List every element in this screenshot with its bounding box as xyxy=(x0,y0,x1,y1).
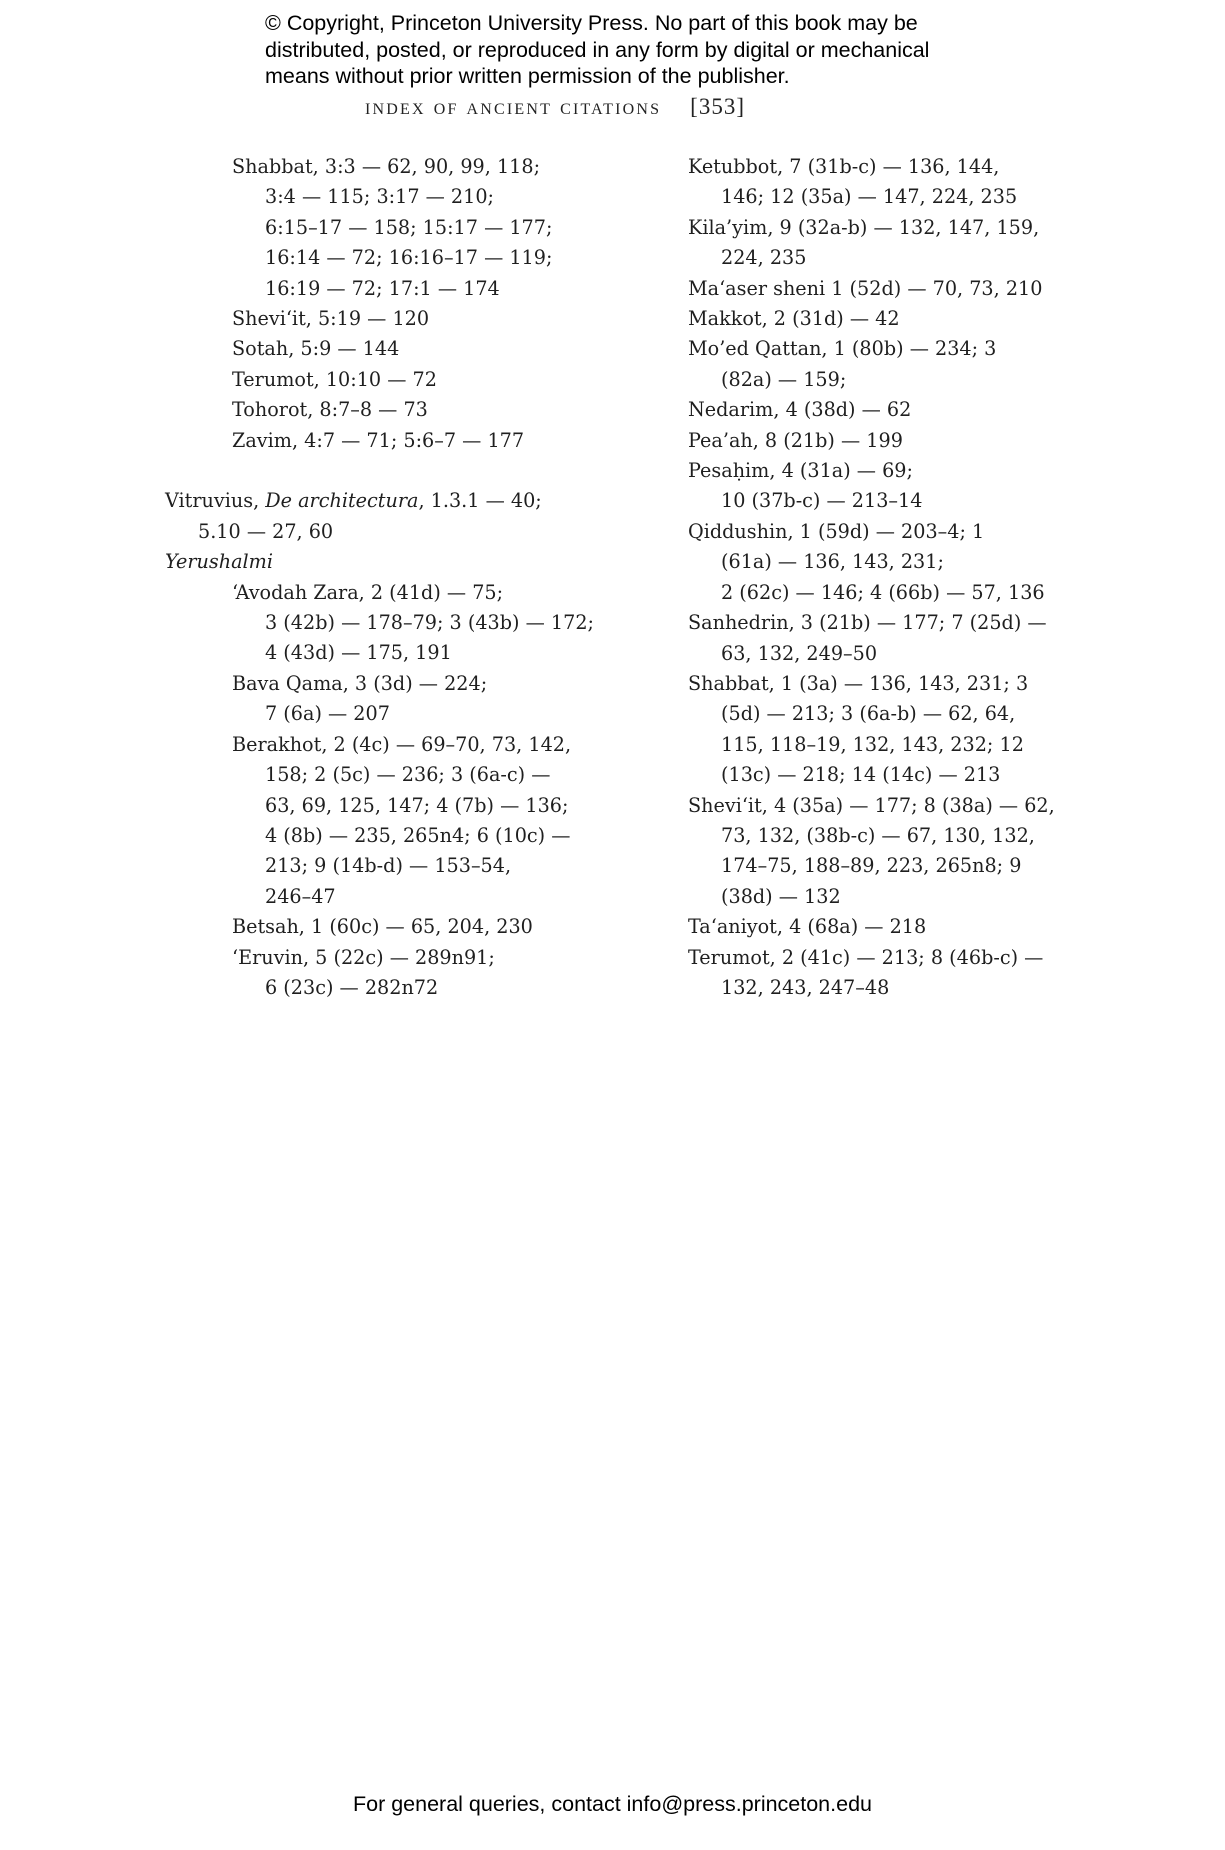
entry-line: 158; 2 (5c) — 236; 3 (6a-c) — xyxy=(265,763,551,787)
author-name: Vitruvius, xyxy=(165,489,266,513)
entry-line: Shevi‘it, 4 (35a) — 177; 8 (38a) — 62, xyxy=(688,793,1055,817)
entry-line: Terumot, 2 (41c) — 213; 8 (46b-c) — xyxy=(688,945,1044,969)
running-head-title: index of ancient citations xyxy=(365,94,662,119)
footer-contact: For general queries, contact info@press.princeton.edu xyxy=(352,1792,872,1816)
copyright-line: means without prior written permission of the publisher. xyxy=(265,64,790,88)
entry-line: Ta‘aniyot, 4 (68a) — 218 xyxy=(688,915,927,939)
entry-line: Pesaḥim, 4 (31a) — 69; xyxy=(688,459,913,483)
entry-line: Shabbat, 1 (3a) — 136, 143, 231; 3 xyxy=(688,671,1029,695)
index-entry xyxy=(688,608,1048,669)
entry-line: Qiddushin, 1 (59d) — 203–4; 1 xyxy=(688,519,985,543)
section-heading-text: Yerushalmi xyxy=(165,550,273,574)
entry-line: Zavim, 4:7 — 71; 5:6–7 — 177 xyxy=(232,428,525,452)
entry-line: 174–75, 188–89, 223, 265n8; 9 xyxy=(721,854,1022,878)
copyright-line: © Copyright, Princeton University Press. No part of this book may be xyxy=(265,11,918,35)
entry-line: 5.10 — 27, 60 xyxy=(198,519,334,543)
work-title: De architectura xyxy=(265,489,419,513)
index-entry xyxy=(165,669,605,730)
entry-line: Shevi‘it, 5:19 — 120 xyxy=(232,307,430,331)
index-entry xyxy=(688,669,1048,791)
index-entry xyxy=(165,943,605,1004)
entry-line: Berakhot, 2 (4c) — 69–70, 73, 142, xyxy=(232,732,572,756)
entry-line: ‘Avodah Zara, 2 (41d) — 75; xyxy=(232,580,504,604)
entry-line: Makkot, 2 (31d) — 42 xyxy=(688,307,900,331)
entry-line: 16:14 — 72; 16:16–17 — 119; xyxy=(265,246,553,270)
index-entry xyxy=(688,334,1048,395)
entry-line: 6:15–17 — 158; 15:17 — 177; xyxy=(265,215,553,239)
entry-line: (82a) — 159; xyxy=(721,367,847,391)
entry-line: 16:19 — 72; 17:1 — 174 xyxy=(265,276,500,300)
entry-line: (13c) — 218; 14 (14c) — 213 xyxy=(721,763,1001,787)
entry-line: (38d) — 132 xyxy=(721,884,841,908)
entry-line: 6 (23c) — 282n72 xyxy=(265,975,439,999)
entry-line: 7 (6a) — 207 xyxy=(265,702,390,726)
entry-line: Tohorot, 8:7–8 — 73 xyxy=(232,398,428,422)
entry-line: 73, 132, (38b-c) — 67, 130, 132, xyxy=(721,823,1035,847)
index-entry xyxy=(165,365,605,395)
index-entry xyxy=(688,912,1048,942)
index-entry xyxy=(688,456,1048,517)
entry-line: Ketubbot, 7 (31b-c) — 136, 144, xyxy=(688,155,1000,178)
index-entry xyxy=(688,395,1048,425)
entry-line: 63, 69, 125, 147; 4 (7b) — 136; xyxy=(265,793,569,817)
entry-line: Nedarim, 4 (38d) — 62 xyxy=(688,398,912,422)
index-entry xyxy=(165,152,605,304)
right-column xyxy=(688,152,1055,1003)
running-head xyxy=(365,94,745,120)
entry-line: Shabbat, 3:3 — 62, 90, 99, 118; xyxy=(232,155,541,178)
entry-line: 246–47 xyxy=(265,884,336,908)
entry-line: 2 (62c) — 146; 4 (66b) — 57, 136 xyxy=(721,580,1045,604)
entry-line xyxy=(165,486,605,516)
index-entry xyxy=(688,213,1048,274)
entry-line: Sotah, 5:9 — 144 xyxy=(232,337,400,361)
entry-gap xyxy=(165,456,605,486)
section-heading xyxy=(165,547,605,577)
entry-line: Bava Qama, 3 (3d) — 224; xyxy=(232,671,488,695)
index-entry xyxy=(688,274,1048,304)
entry-line: 10 (37b-c) — 213–14 xyxy=(721,489,923,513)
index-entry xyxy=(688,304,1048,334)
index-entry xyxy=(688,943,1048,1004)
entry-line: Betsah, 1 (60c) — 65, 204, 230 xyxy=(232,915,533,939)
index-entry xyxy=(165,304,605,334)
page-number: [353] xyxy=(690,94,745,119)
entry-line: 213; 9 (14b-d) — 153–54, xyxy=(265,854,512,878)
left-column xyxy=(165,152,605,1003)
entry-line: 224, 235 xyxy=(721,246,807,270)
entry-line: (5d) — 213; 3 (6a-b) — 62, 64, xyxy=(721,702,1016,726)
entry-line: Sanhedrin, 3 (21b) — 177; 7 (25d) — xyxy=(688,611,1047,635)
entry-line: 132, 243, 247–48 xyxy=(721,975,890,999)
entry-line: Pea’ah, 8 (21b) — 199 xyxy=(688,428,903,452)
entry-line: 3 (42b) — 178–79; 3 (43b) — 172; xyxy=(265,611,595,635)
index-entry xyxy=(165,334,605,364)
index-entry xyxy=(165,912,605,942)
entry-line: 115, 118–19, 132, 143, 232; 12 xyxy=(721,732,1024,756)
entry-line: (61a) — 136, 143, 231; xyxy=(721,550,944,574)
entry-line: 146; 12 (35a) — 147, 224, 235 xyxy=(721,185,1018,209)
index-entry xyxy=(165,426,605,456)
copyright-notice xyxy=(265,10,1025,90)
entry-line: Mo’ed Qattan, 1 (80b) — 234; 3 xyxy=(688,337,997,361)
index-entry xyxy=(688,517,1048,608)
entry-line: 3:4 — 115; 3:17 — 210; xyxy=(265,185,495,209)
entry-line: 4 (43d) — 175, 191 xyxy=(265,641,452,665)
index-entry xyxy=(688,152,1048,213)
index-entry xyxy=(165,730,605,912)
entry-line: Terumot, 10:10 — 72 xyxy=(232,367,437,391)
copyright-line: distributed, posted, or reproduced in any form by digital or mechanical xyxy=(265,37,930,62)
citation-ref: , 1.3.1 — 40; xyxy=(418,489,542,513)
entry-line: ‘Eruvin, 5 (22c) — 289n91; xyxy=(232,945,495,969)
index-entry xyxy=(688,791,1055,913)
index-entry xyxy=(165,395,605,425)
entry-line: 4 (8b) — 235, 265n4; 6 (10c) — xyxy=(265,823,571,847)
index-entry-vitruvius xyxy=(165,486,605,547)
entry-line: Ma‘aser sheni 1 (52d) — 70, 73, 210 xyxy=(688,276,1043,300)
entry-line: Kila’yim, 9 (32a-b) — 132, 147, 159, xyxy=(688,215,1040,239)
entry-line: 63, 132, 249–50 xyxy=(721,641,878,665)
index-entry xyxy=(688,426,1048,456)
index-entry xyxy=(165,578,605,669)
